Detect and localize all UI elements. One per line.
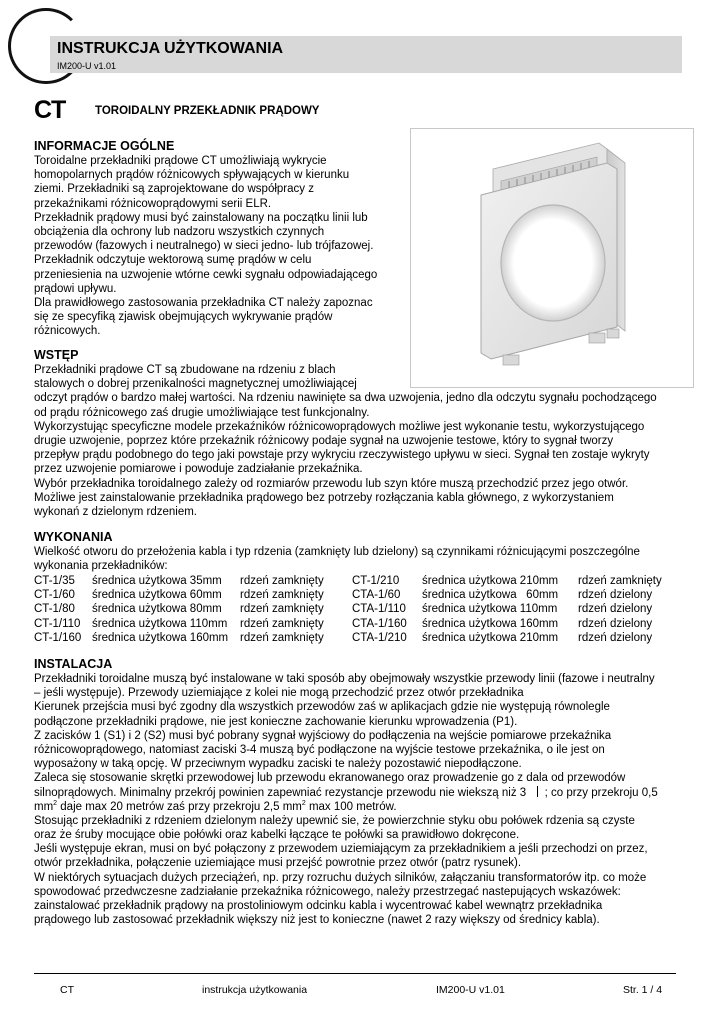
section-title-versions: WYKONANIA	[34, 530, 113, 544]
info-text: Toroidalne przekładniki prądowe CT umożliwiają wykrycie homopolarnych prądów różnicowych spływających w kierunku ziemi. Przekładniki są zaprojektowane do współpracy z przekaźnikami różnicowoprądowymi serii ELR. Przekładnik prądowy musi być zainstalowany na początku linii lub obciążenia dla ochrony lub nadzoru wszystkich czynnych przewodów (fazowych i neutralnego) w sieci jedno- lub trójfazowej. Przekładnik odczytuje wektorową sumę prądów w celu przeniesienia na uzwojenie wtórne cewki sygnału odpowiadającego prądowi upływu. Dla prawidłowego zastosowania przekładnika CT należy zapoznac się ze specyfiką zjawisk obejmujących wykrywanie prądów różnicowych.	[34, 155, 378, 338]
footer-doc-code: IM200-U v1.01	[436, 984, 505, 996]
document-code: IM200-U v1.01	[57, 61, 117, 71]
page-number: Str. 1 / 4	[623, 984, 663, 996]
install-text: Przekładniki toroidalne muszą być instalowane w taki sposób aby obejmowały wszystkie przewody linii (fazowe i neutralny – jeśli występuje). Przewody uziemiające z kolei nie mogą przechodzić przez otwór przekładnika Kierunek przejścia musi być zgodny dla wszystkich przewodów zaś w aplikacjach gdzie nie występują równolegle podłączone przekładniki prądowe, nie jest konieczne zachowanie kierunku wprowadzenia (P1). Z zacisków 1 (S1) i 2 (S2) musi być pobrany sygnał wyjściowy do podłączenia na wejście pomiarowe przekaźnika różnicowoprądowego, natomiast zaciski 3-4 muszą być podłączone na wyjście testowe przekaźnika, o ile jest on wyposażony w taką opcję. W przeciwnym wypadku zaciski te należy pozostawić niepodłączone. Zaleca się stosowanie skrętki przewodowej lub przewodu ekranowanego oraz prowadzenie go z dala od przewodów silnoprądowych. Minimalny przekrój powinien zapewniać rezystancje przewodu nie wiekszą niż 3 ; co przy przekroju 0,5 $mm^2$ daje max 20 metrów zaś przy przekroju 2,5 $mm^2$ max 100 metrów. Stosując przekładniki z rdzeniem dzielonym należy upewnić sie, że powierzchnie styku obu połówek rdzenia są czyste oraz że śruby mocujące obie połówki oraz kabelki łączące te połówki sa prawidłowo dokręcone. Jeśli występuje ekran, musi on być połączony z przewodem uziemiającym za przekładnikiem a jeśli przechodzi on przez, otwór przekładnika, połączenie uziemiające musi przejść powrotnie przez otwór (patrz rysunek). W niektórych sytuacjach dużych przeciążeń, np. przy rozruchu dużych silników, załączaniu transformatorów itp. co może spowodować przedwczesne zadziałanie przekaźnika różnicowego, należy przestrzegać nastepujących wskazówek: zainstalować przekładnik prądowy na prostoliniowym odcinku kabla i wycentrować kabel wewnątrz przekładnika prądowego lub zastosować przekładnik większy niż jest to konieczne (nawet 2 razy większy od średnicy kabla).	[34, 673, 658, 927]
product-photo	[410, 128, 694, 388]
ohm-symbol-box	[532, 786, 538, 797]
section-title-info: INFORMACJE OGÓLNE	[34, 139, 175, 153]
footer-doc-title: instrukcja użytkowania	[202, 984, 308, 996]
product-subtitle: TOROIDALNY PRZEKŁADNIK PRĄDOWY	[95, 105, 320, 117]
section-title-intro: WSTĘP	[34, 348, 79, 362]
page-title: INSTRUKCJA UŻYTKOWANIA	[57, 40, 284, 57]
product-code: CT	[34, 96, 66, 124]
footer-divider	[34, 973, 676, 974]
toroidal-transformer-icon	[411, 129, 693, 387]
section-title-install: INSTALACJA	[34, 657, 113, 671]
intro-text: Przekładniki prądowe CT są zbudowane na rdzeniu z blach stalowych o dobrej przenikalności magnetycznej umożliwiającej odczyt prądów o bardzo małej wartości. Na rdzeniu nawinięte sa dwa uzwojenia, jedno dla odczytu sygnału pochodzącego od prądu różnicowego zaś drugie umożliwiające test funkcjonalny. Wykorzystując specyficzne modele przekaźników różnicowoprądowych możliwe jest wykonanie testu, wykorzystującego drugie uzwojenie, poprzez które przekaźnik różnicowy podaje sygnał na uzwojenie testowe, który to sygnał tworzy przepływ prądu podobnego do tego jaki powstaje przy wykryciu rzeczywistego upływu w sieci. Sygnał ten zostaje wykryty przez uzwojenie pomiarowe i powoduje zadziałanie przekaźnika. Wybór przekładnika toroidalnego zależy od rozmiarów przewodu lub szyn które muszą przechodzić przez jego otwór. Możliwe jest zainstalowanie przekładnika prądowego bez potrzeby rozłączania kabla głównego, z wykorzystaniem wykonań z dzielonym rdzeniem.	[34, 364, 657, 518]
footer-product: CT	[60, 984, 74, 996]
versions-text: Wielkość otworu do przełożenia kabla i typ rdzenia (zamknięty lub dzielony) są czynnikami różnicującymi poszczególne wykonania przekładników:	[34, 546, 640, 573]
